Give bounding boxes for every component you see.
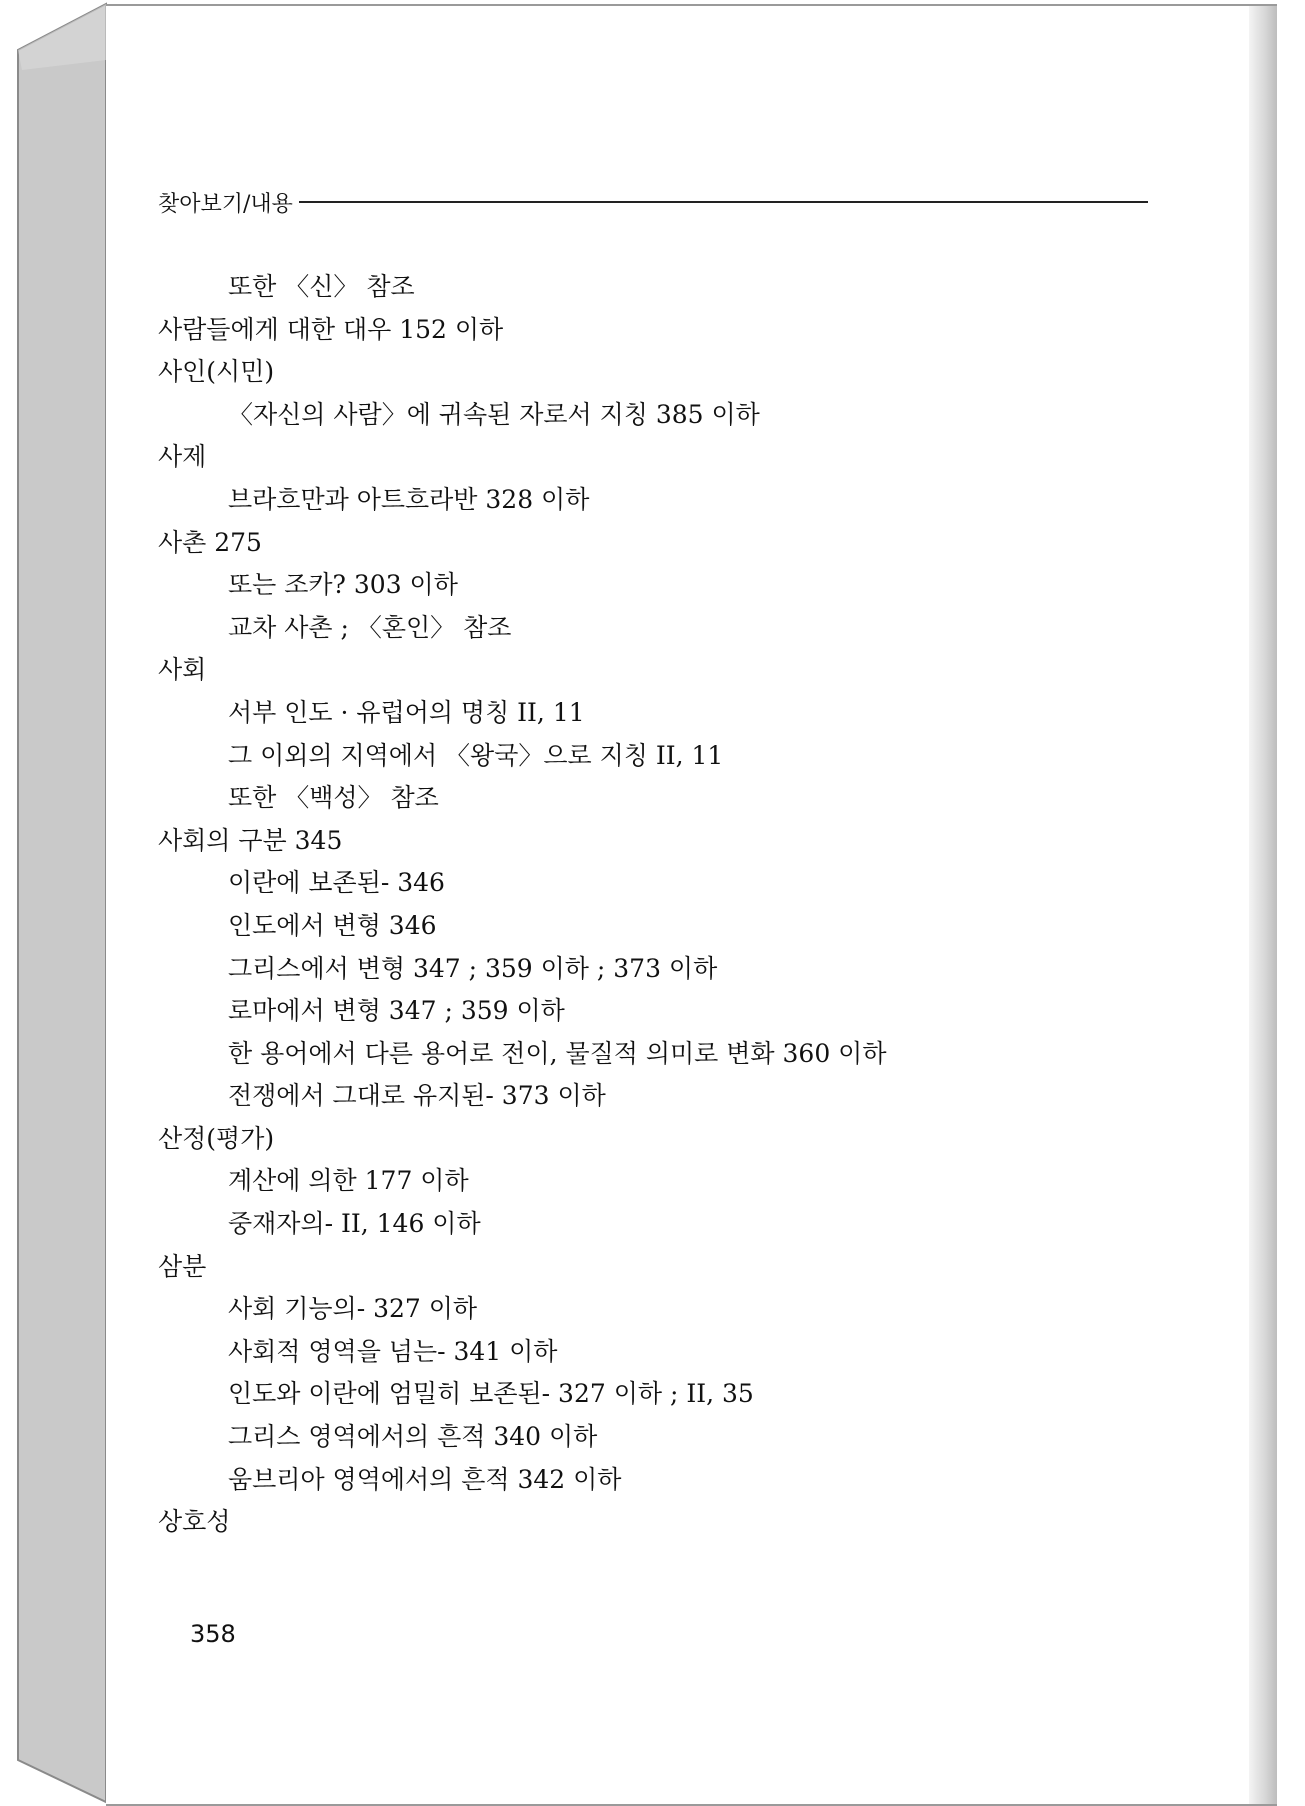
index-subentry: 인도와 이란에 엄밀히 보존된- 327 이하 ; II, 35 bbox=[228, 1379, 754, 1409]
index-entry: 사회 bbox=[158, 655, 207, 685]
index-subentry: 사회적 영역을 넘는- 341 이하 bbox=[228, 1336, 558, 1366]
running-header bbox=[158, 184, 1148, 220]
index-entry: 사회의 구분 345 bbox=[158, 825, 343, 855]
index-subentry: 계산에 의한 177 이하 bbox=[228, 1166, 469, 1196]
index-subentry: 그리스 영역에서의 흔적 340 이하 bbox=[228, 1422, 598, 1452]
index-entries bbox=[158, 266, 1158, 1544]
index-entry: 사인(시민) bbox=[158, 357, 275, 387]
index-subentry: 중재자의- II, 146 이하 bbox=[228, 1209, 481, 1239]
index-subentry: 인도에서 변형 346 bbox=[228, 910, 437, 940]
index-subentry: 로마에서 변형 347 ; 359 이하 bbox=[228, 996, 565, 1026]
index-subentry: 서부 인도 · 유럽어의 명칭 II, 11 bbox=[228, 697, 585, 727]
index-subentry: 이란에 보존된- 346 bbox=[228, 868, 445, 898]
index-entry: 산정(평가) bbox=[158, 1123, 275, 1153]
index-subentry: 한 용어에서 다른 용어로 전이, 물질적 의미로 변화 360 이하 bbox=[228, 1038, 887, 1068]
index-entry: 사제 bbox=[158, 442, 207, 472]
index-entry: 상호성 bbox=[158, 1507, 231, 1537]
page-edge-shadow bbox=[1249, 6, 1277, 1804]
index-subentry: 브라흐만과 아트흐라반 328 이하 bbox=[228, 484, 590, 514]
index-subentry: 그리스에서 변형 347 ; 359 이하 ; 373 이하 bbox=[228, 953, 718, 983]
index-entry: 사람들에게 대한 대우 152 이하 bbox=[158, 314, 504, 344]
index-subentry: 사회 기능의- 327 이하 bbox=[228, 1294, 478, 1324]
index-subentry: 또는 조카? 303 이하 bbox=[228, 570, 458, 600]
index-entry: 삼분 bbox=[158, 1251, 207, 1281]
index-subentry: 교차 사촌 ; 〈혼인〉 참조 bbox=[228, 612, 512, 642]
page-number: 358 bbox=[190, 1620, 236, 1648]
index-subentry: 그 이외의 지역에서 〈왕국〉으로 지칭 II, 11 bbox=[228, 740, 724, 770]
index-subentry: 또한 〈신〉 참조 bbox=[228, 272, 415, 301]
index-entry: 사촌 275 bbox=[158, 527, 262, 557]
index-subentry: 〈자신의 사람〉에 귀속된 자로서 지칭 385 이하 bbox=[228, 399, 760, 429]
header-rule bbox=[299, 201, 1148, 203]
index-subentry: 또한 〈백성〉 참조 bbox=[228, 783, 439, 813]
header-title: 찾아보기/내용 bbox=[158, 191, 293, 217]
index-subentry: 전쟁에서 그대로 유지된- 373 이하 bbox=[228, 1081, 606, 1111]
index-subentry: 움브리아 영역에서의 흔적 342 이하 bbox=[228, 1464, 622, 1494]
